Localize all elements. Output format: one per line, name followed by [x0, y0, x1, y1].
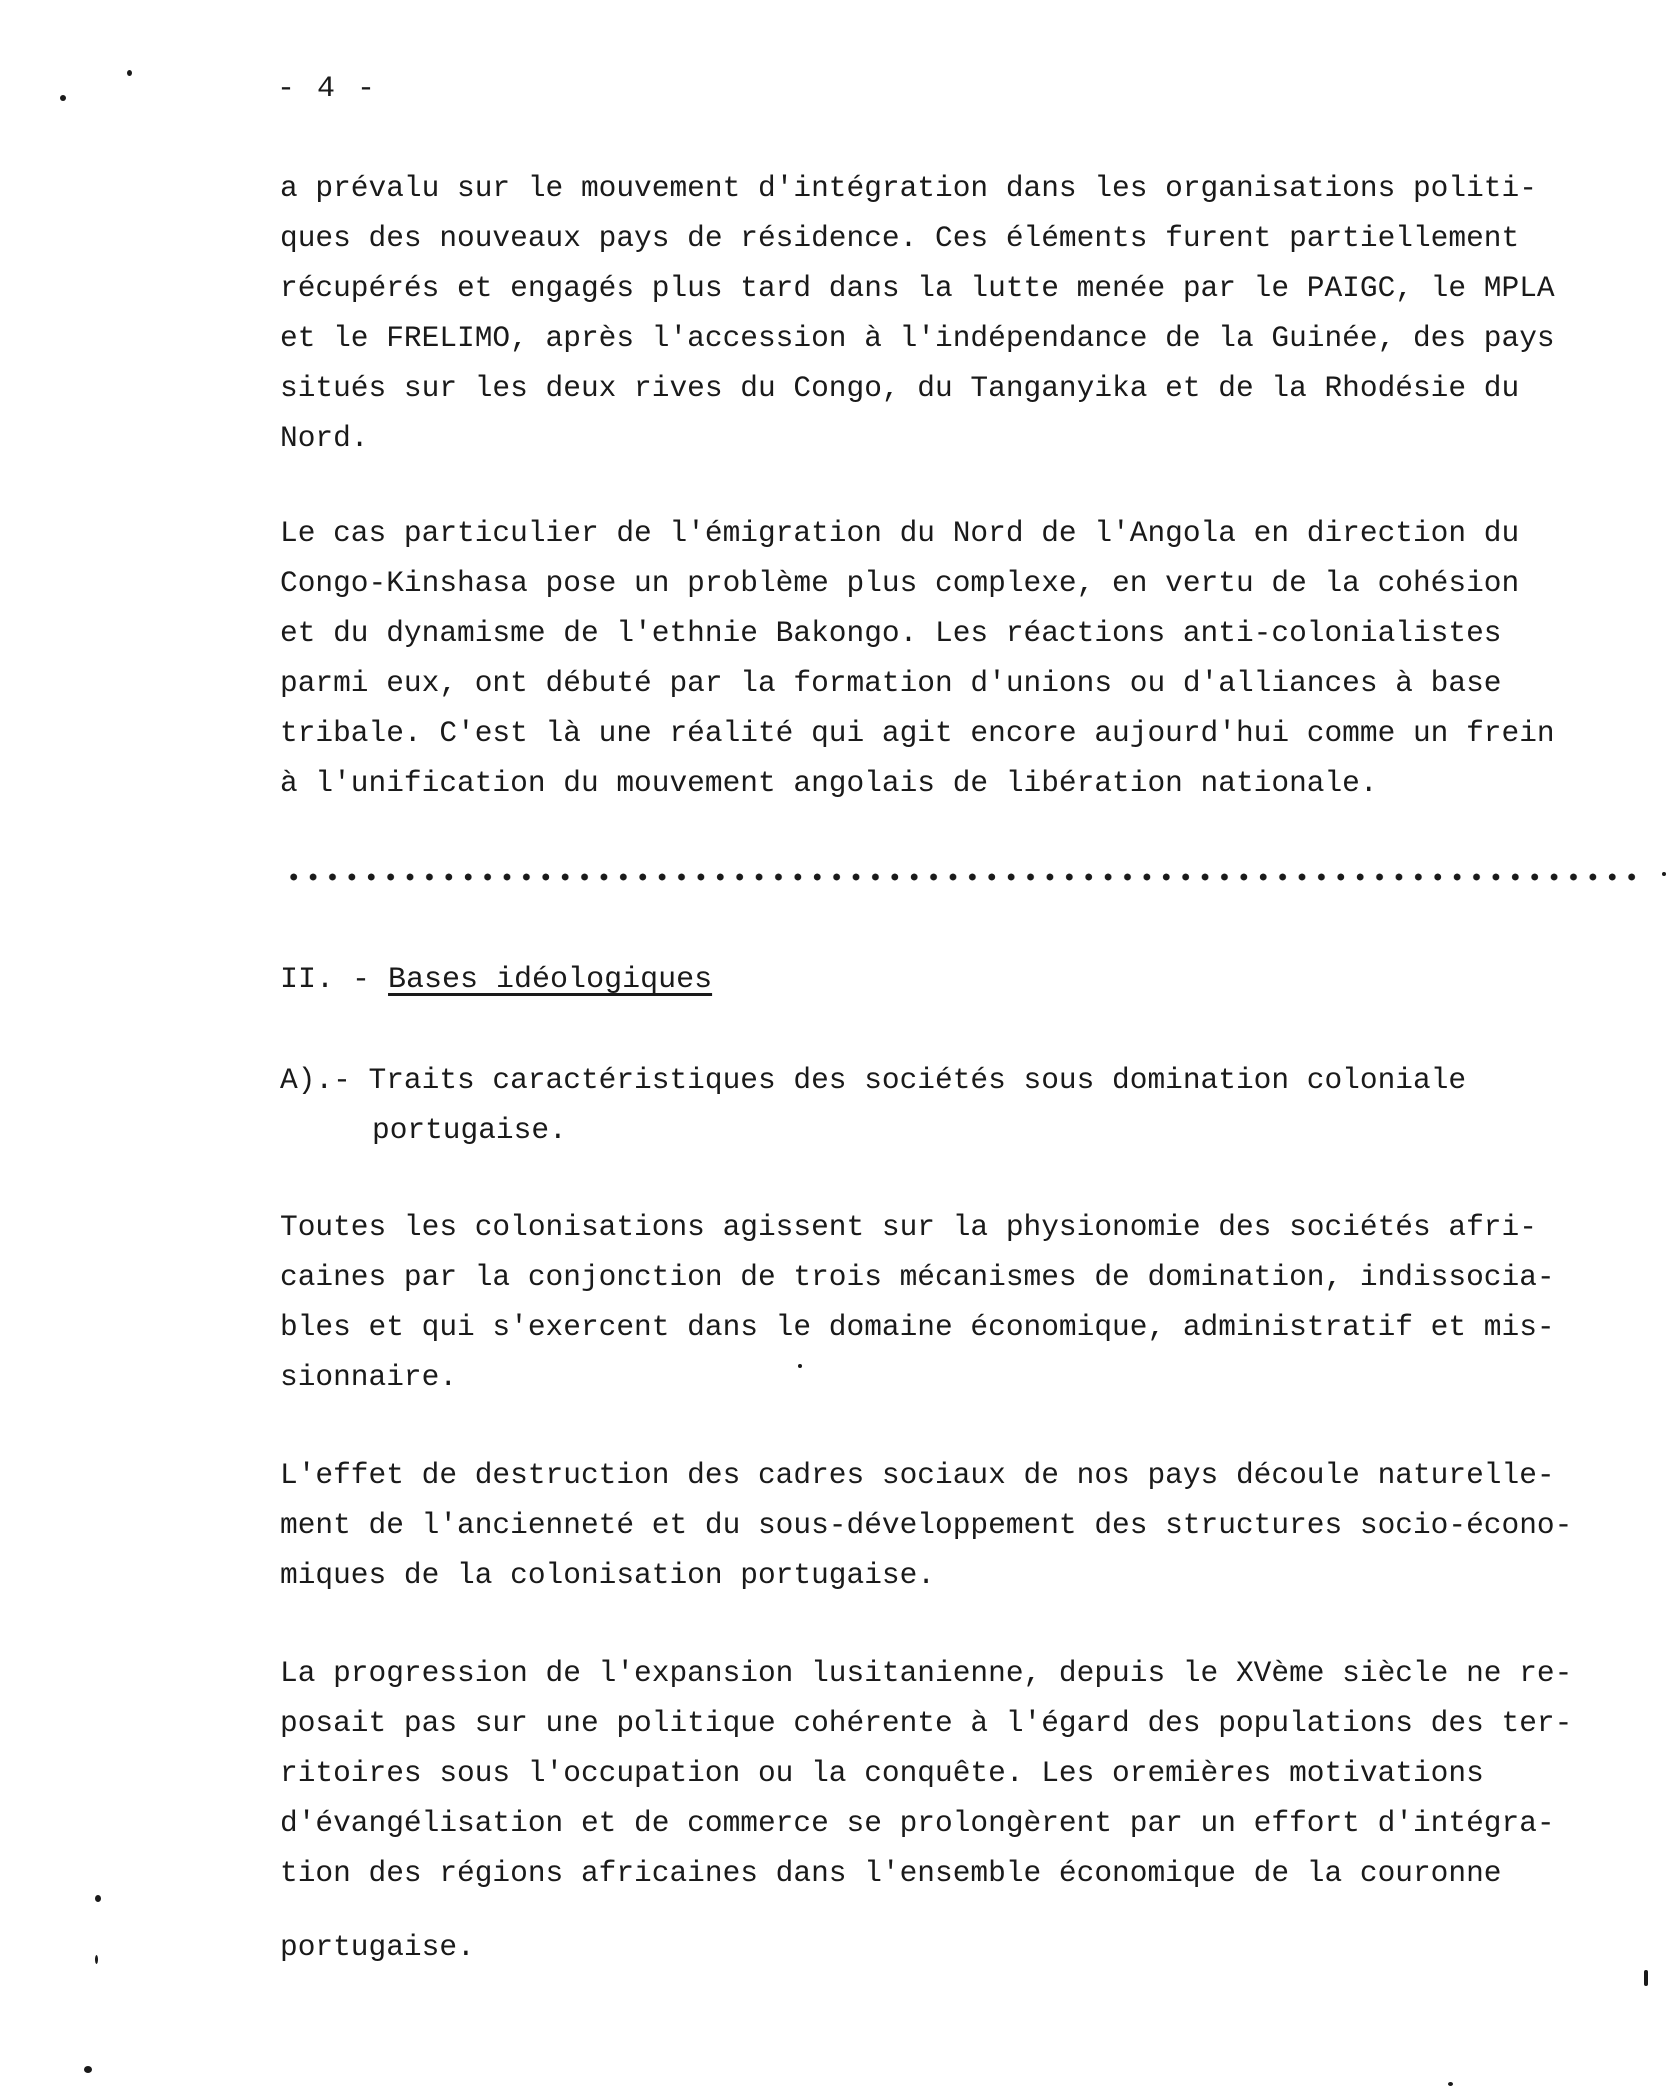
- text-line: d'évangélisation et de commerce se prolongèrent par un effort d'intégra-: [280, 1806, 1555, 1840]
- text-line: parmi eux, ont débuté par la formation d'unions ou d'alliances à base: [280, 666, 1502, 700]
- paragraph-3: [280, 1202, 1640, 1402]
- text-line: L'effet de destruction des cadres sociaux de nos pays découle naturelle-: [280, 1458, 1555, 1492]
- text-line: miques de la colonisation portugaise.: [280, 1558, 936, 1592]
- text-line: ritoires sous l'occupation ou la conquête. Les oremières motivations: [280, 1756, 1484, 1790]
- text-line: à l'unification du mouvement angolais de libération nationale.: [280, 766, 1378, 800]
- section-heading: [280, 955, 712, 1005]
- paragraph-1: [280, 163, 1640, 463]
- section-title: Bases idéologiques: [388, 963, 713, 997]
- text-line: ment de l'ancienneté et du sous-développement des structures socio-écono-: [280, 1508, 1573, 1542]
- text-line: bles et qui s'exercent dans le domaine économique, administratif et mis-: [280, 1310, 1555, 1344]
- subsection-label: A).-: [280, 1063, 369, 1097]
- text-line: tribale. C'est là une réalité qui agit encore aujourd'hui comme un frein: [280, 716, 1555, 750]
- scan-speck: [95, 1955, 98, 1964]
- text-line: situés sur les deux rives du Congo, du Tanganyika et de la Rhodésie du: [280, 371, 1520, 405]
- section-number: II. -: [280, 963, 389, 997]
- text-line: sionnaire.: [280, 1360, 458, 1394]
- text-line: Congo-Kinshasa pose un problème plus complexe, en vertu de la cohésion: [280, 566, 1520, 600]
- text-line: Nord.: [280, 421, 369, 455]
- subsection-line: [280, 1055, 1466, 1105]
- text-line: portugaise.: [280, 1930, 475, 1964]
- subsection-title-continued: portugaise.: [372, 1113, 567, 1147]
- scan-speck: [127, 70, 132, 76]
- scan-speck: [95, 1895, 101, 1902]
- text-line: posait pas sur une politique cohérente à l'égard des populations des ter-: [280, 1706, 1573, 1740]
- paragraph-2: [280, 508, 1640, 808]
- text-line: Toutes les colonisations agissent sur la physionomie des sociétés afri-: [280, 1210, 1537, 1244]
- text-line: La progression de l'expansion lusitanienne, depuis le XVème siècle ne re-: [280, 1656, 1573, 1690]
- text-line: et du dynamisme de l'ethnie Bakongo. Les réactions anti-colonialistes: [280, 616, 1502, 650]
- paragraph-6: [280, 1922, 1640, 1972]
- scan-speck: [798, 1364, 802, 1368]
- text-line: récupérés et engagés plus tard dans la lutte menée par le PAIGC, le MPLA: [280, 271, 1555, 305]
- paragraph-5: [280, 1648, 1640, 1898]
- text-line: caines par la conjonction de trois mécanismes de domination, indissocia-: [280, 1260, 1555, 1294]
- paragraph-4: [280, 1450, 1640, 1600]
- text-line: et le FRELIMO, après l'accession à l'indépendance de la Guinée, des pays: [280, 321, 1555, 355]
- subsection-heading: [280, 1055, 1466, 1155]
- text-line: tion des régions africaines dans l'ensemble économique de la couronne: [280, 1856, 1502, 1890]
- scan-speck: [1448, 2082, 1453, 2086]
- scan-speck: [60, 95, 66, 101]
- scan-speck: [1662, 872, 1666, 876]
- text-line: Le cas particulier de l'émigration du Nord de l'Angola en direction du: [280, 516, 1520, 550]
- text-line: ques des nouveaux pays de résidence. Ces éléments furent partiellement: [280, 221, 1520, 255]
- dotted-separator: [284, 872, 1644, 882]
- text-line: a prévalu sur le mouvement d'intégration dans les organisations politi-: [280, 171, 1537, 205]
- page-number: - 4 -: [277, 72, 378, 106]
- scan-speck: [84, 2066, 92, 2073]
- scan-speck: [1644, 1970, 1648, 1986]
- subsection-title: Traits caractéristiques des sociétés sous domination coloniale: [368, 1063, 1467, 1097]
